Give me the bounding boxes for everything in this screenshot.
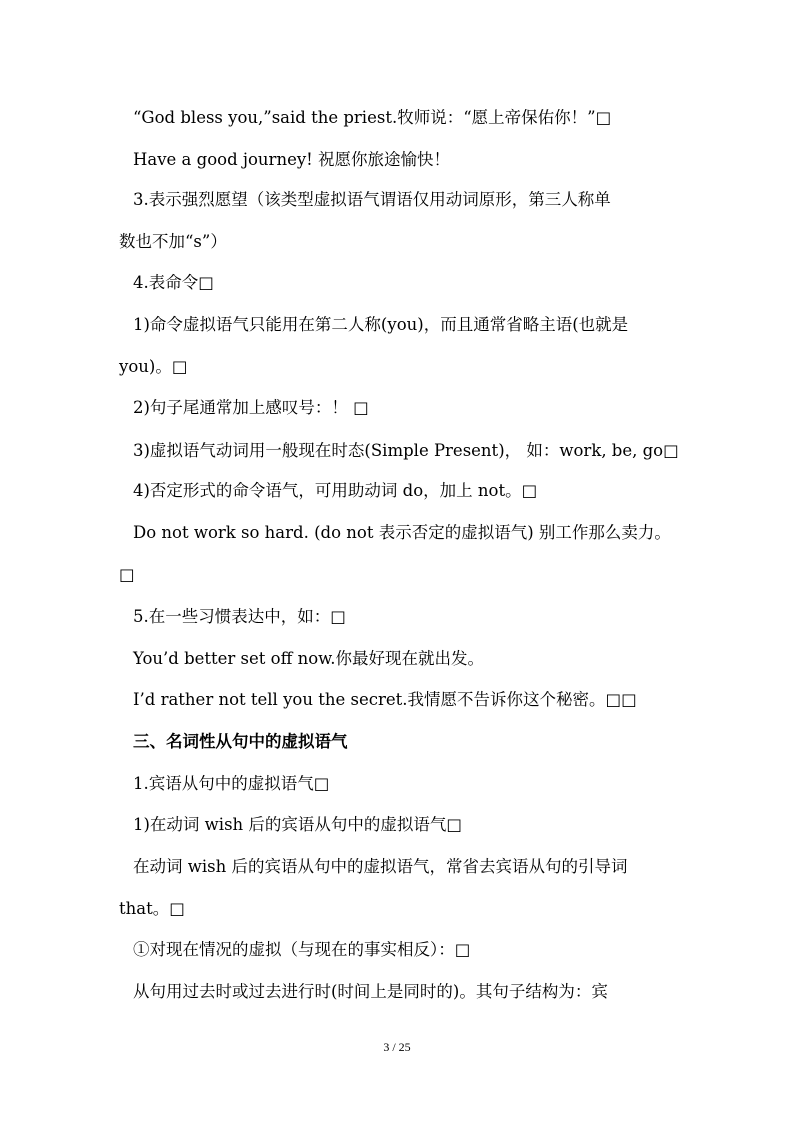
text-line: I’d rather not tell you the secret.我情愿不告诉你这个秘密。□□ (133, 690, 637, 709)
text-line: you)。□ (119, 357, 188, 376)
page-number: 3 / 25 (383, 1040, 411, 1054)
text-line: 3.表示强烈愿望（该类型虚拟语气谓语仅用动词原形，第三人称单 (133, 190, 611, 209)
text-line: 在动词 wish 后的宾语从句中的虚拟语气，常省去宾语从句的引导词 (133, 857, 628, 876)
text-line: that。□ (119, 899, 185, 918)
text-line: 从句用过去时或过去进行时(时间上是同时的)。其句子结构为：宾 (133, 982, 608, 1001)
section-heading: 三、名词性从句中的虚拟语气 (133, 732, 348, 751)
text-line: 4.表命令□ (133, 273, 214, 292)
text-line: Have a good journey! 祝愿你旅途愉快！ (133, 150, 451, 169)
text-line: 数也不加“s”） (119, 232, 227, 251)
text-line: You’d better set off now.你最好现在就出发。 (133, 649, 485, 668)
text-line: 3)虚拟语气动词用一般现在时态(Simple Present)， 如：work, be, go□ (133, 441, 679, 460)
text-line: 1.宾语从句中的虚拟语气□ (133, 774, 330, 793)
text-line: 4)否定形式的命令语气，可用助动词 do，加上 not。□ (133, 481, 538, 500)
text-line: 1)在动词 wish 后的宾语从句中的虚拟语气□ (133, 815, 463, 834)
text-line: 2)句子尾通常加上感叹号：！ □ (133, 398, 369, 417)
text-line: ①对现在情况的虚拟（与现在的事实相反）：□ (133, 940, 471, 959)
text-line: □ (119, 565, 135, 584)
text-line: “God bless you,”said the priest.牧师说：“愿上帝保佑你！”□ (133, 108, 612, 127)
text-line: 5.在一些习惯表达中，如：□ (133, 607, 346, 626)
text-line: Do not work so hard. (do not 表示否定的虚拟语气) 别工作那么卖力。 (133, 523, 671, 542)
text-line: 1)命令虚拟语气只能用在第二人称(you)，而且通常省略主语(也就是 (133, 315, 629, 334)
